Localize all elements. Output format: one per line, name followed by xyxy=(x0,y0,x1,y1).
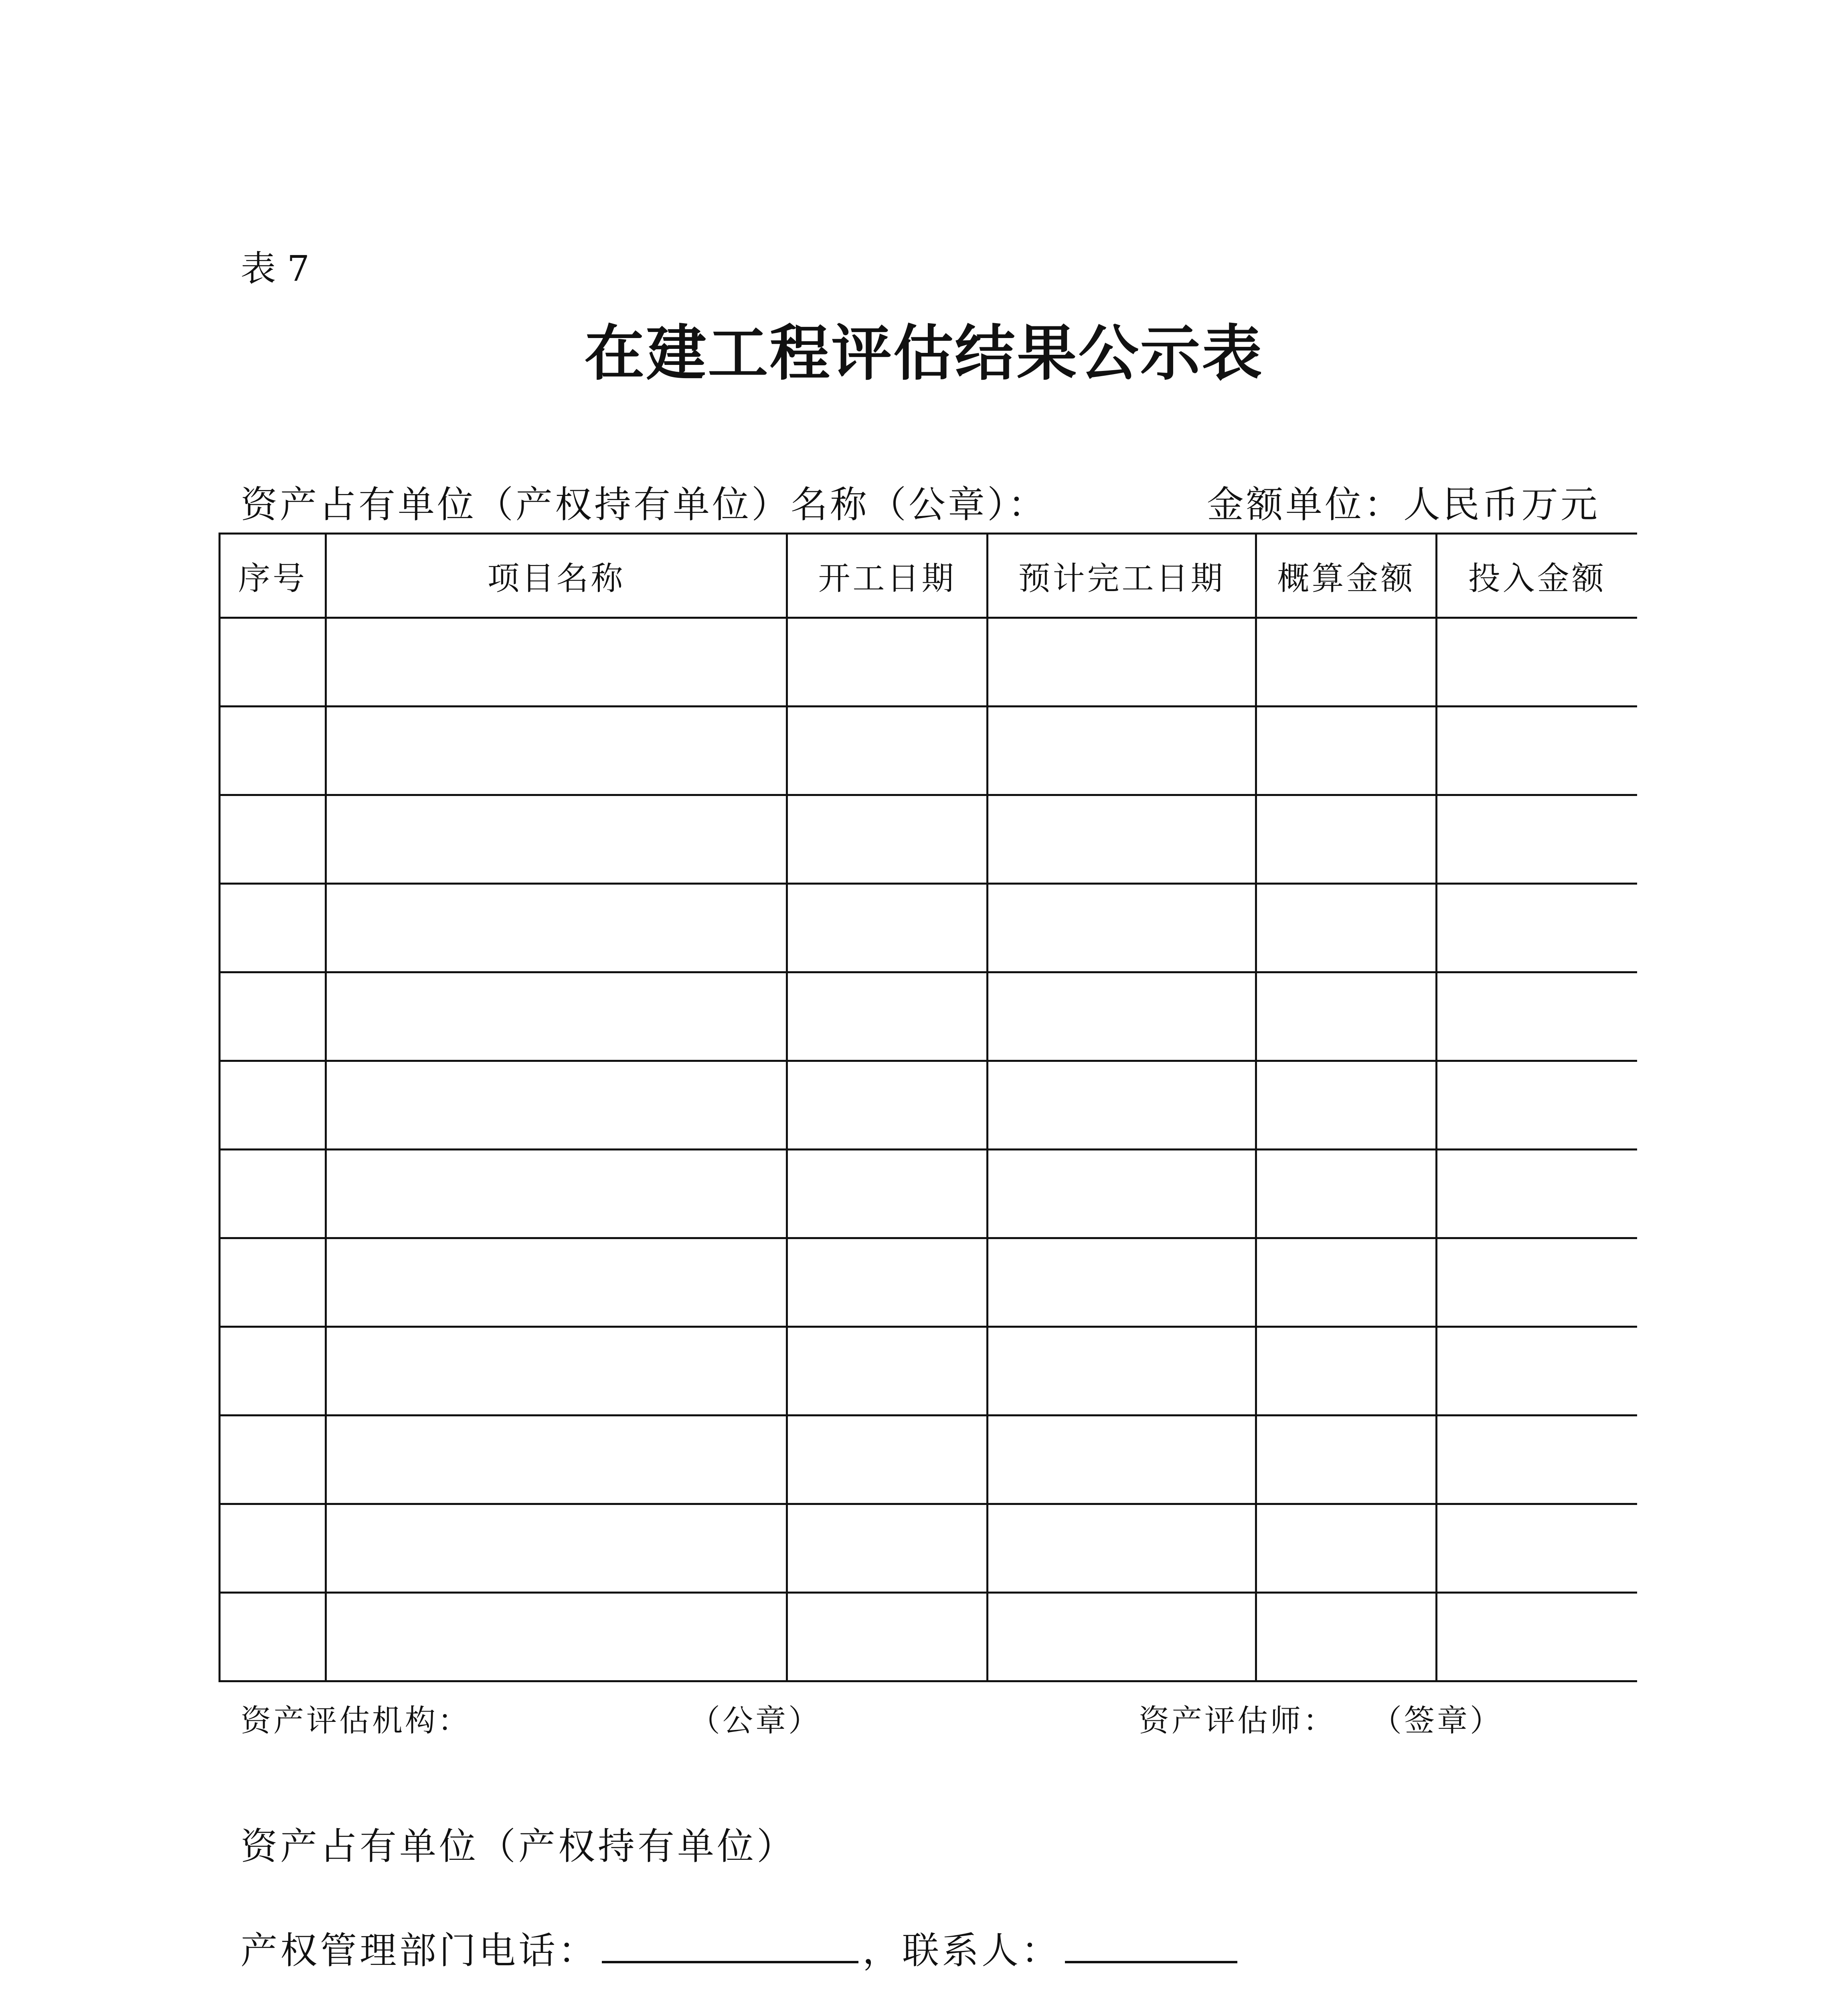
table-cell[interactable] xyxy=(220,618,326,707)
table-cell[interactable] xyxy=(1256,884,1437,972)
table-cell[interactable] xyxy=(988,884,1256,972)
table-cell[interactable] xyxy=(787,884,988,972)
table-cell[interactable] xyxy=(787,707,988,795)
table-cell[interactable] xyxy=(988,1238,1256,1327)
agency-label: 资产评估机构： xyxy=(241,1703,471,1738)
table-cell[interactable] xyxy=(1256,1150,1437,1238)
col-header-start-date: 开工日期 xyxy=(787,534,988,618)
table-cell[interactable] xyxy=(787,795,988,884)
table-cell[interactable] xyxy=(326,618,787,707)
col-header-budget-amount: 概算金额 xyxy=(1256,534,1437,618)
table-cell[interactable] xyxy=(326,972,787,1061)
appraiser-label: 资产评估师： xyxy=(1139,1703,1336,1738)
table-cell[interactable] xyxy=(1256,707,1437,795)
table-row xyxy=(220,1238,1637,1327)
property-dept-contact-field[interactable] xyxy=(1065,1925,1237,1963)
table-cell[interactable] xyxy=(1437,972,1637,1061)
table-cell[interactable] xyxy=(1256,972,1437,1061)
table-cell[interactable] xyxy=(220,1504,326,1593)
owner-name-label: 资产占有单位（产权持有单位）名称（公章）： xyxy=(241,483,1048,526)
table-cell[interactable] xyxy=(1256,1061,1437,1150)
table-cell[interactable] xyxy=(220,795,326,884)
page-title: 在建工程评估结果公示表 xyxy=(584,318,1264,389)
property-dept-line xyxy=(241,1925,1543,2005)
results-table xyxy=(219,533,1637,1682)
table-cell[interactable] xyxy=(988,1416,1256,1504)
table-cell[interactable] xyxy=(1256,1416,1437,1504)
table-cell[interactable] xyxy=(326,1593,787,1681)
table-cell[interactable] xyxy=(988,972,1256,1061)
table-row xyxy=(220,884,1637,972)
table-cell[interactable] xyxy=(1437,1061,1637,1150)
table-row xyxy=(220,795,1637,884)
table-cell[interactable] xyxy=(988,1593,1256,1681)
table-cell[interactable] xyxy=(1256,1593,1437,1681)
table-cell[interactable] xyxy=(1437,1238,1637,1327)
col-header-project-name: 项目名称 xyxy=(326,534,787,618)
table-cell[interactable] xyxy=(220,1327,326,1416)
table-row xyxy=(220,1150,1637,1238)
table-cell[interactable] xyxy=(787,1504,988,1593)
table-cell[interactable] xyxy=(1437,1327,1637,1416)
table-cell[interactable] xyxy=(220,1416,326,1504)
table-cell[interactable] xyxy=(787,1238,988,1327)
table-cell[interactable] xyxy=(1256,1238,1437,1327)
table-cell[interactable] xyxy=(1437,1593,1637,1681)
table-cell[interactable] xyxy=(326,707,787,795)
property-dept-phone-label: 产权管理部门电话： xyxy=(241,1929,598,1972)
table-cell[interactable] xyxy=(787,1593,988,1681)
appraiser-seal-label: （签章） xyxy=(1371,1703,1503,1738)
table-cell[interactable] xyxy=(988,1504,1256,1593)
table-cell[interactable] xyxy=(1437,618,1637,707)
table-cell[interactable] xyxy=(988,1327,1256,1416)
table-cell[interactable] xyxy=(787,1150,988,1238)
table-cell[interactable] xyxy=(787,618,988,707)
table-row xyxy=(220,1061,1637,1150)
table-cell[interactable] xyxy=(326,884,787,972)
amount-unit-label: 金额单位：人民币万元 xyxy=(1207,483,1600,526)
table-cell[interactable] xyxy=(787,972,988,1061)
table-cell[interactable] xyxy=(1256,618,1437,707)
property-dept-phone-field[interactable] xyxy=(602,1925,858,1963)
table-cell[interactable] xyxy=(1437,1416,1637,1504)
table-cell[interactable] xyxy=(326,1150,787,1238)
table-cell[interactable] xyxy=(1437,1150,1637,1238)
table-cell[interactable] xyxy=(326,1327,787,1416)
owner-unit-label: 资产占有单位（产权持有单位） xyxy=(241,1825,797,1868)
table-row xyxy=(220,1504,1637,1593)
agency-seal-label: （公章） xyxy=(690,1703,821,1738)
table-cell[interactable] xyxy=(787,1061,988,1150)
table-cell[interactable] xyxy=(220,1593,326,1681)
table-row xyxy=(220,1416,1637,1504)
table-row xyxy=(220,707,1637,795)
table-cell[interactable] xyxy=(220,972,326,1061)
table-cell[interactable] xyxy=(326,1061,787,1150)
contact-block xyxy=(241,1825,1543,2005)
table-cell[interactable] xyxy=(988,618,1256,707)
table-cell[interactable] xyxy=(988,1061,1256,1150)
table-cell[interactable] xyxy=(326,1238,787,1327)
table-row xyxy=(220,972,1637,1061)
table-cell[interactable] xyxy=(787,1327,988,1416)
table-cell[interactable] xyxy=(988,1150,1256,1238)
table-cell[interactable] xyxy=(1437,707,1637,795)
table-cell[interactable] xyxy=(326,1504,787,1593)
table-row xyxy=(220,618,1637,707)
table-number-label: 表 7 xyxy=(241,248,310,289)
col-header-invested-amount: 投入金额 xyxy=(1437,534,1637,618)
table-cell[interactable] xyxy=(1437,795,1637,884)
table-cell[interactable] xyxy=(220,1238,326,1327)
table-cell[interactable] xyxy=(220,884,326,972)
table-cell[interactable] xyxy=(787,1416,988,1504)
table-cell[interactable] xyxy=(1437,884,1637,972)
table-cell[interactable] xyxy=(326,1416,787,1504)
table-cell[interactable] xyxy=(1256,1504,1437,1593)
table-header-row xyxy=(220,534,1637,618)
col-header-expected-completion-date: 预计完工日期 xyxy=(988,534,1256,618)
table-cell[interactable] xyxy=(326,795,787,884)
table-cell[interactable] xyxy=(1256,795,1437,884)
table-cell[interactable] xyxy=(988,795,1256,884)
table-row xyxy=(220,1327,1637,1416)
table-cell[interactable] xyxy=(1256,1327,1437,1416)
table-cell[interactable] xyxy=(220,707,326,795)
table-body xyxy=(220,618,1637,1681)
table-cell[interactable] xyxy=(988,707,1256,795)
col-header-index: 序号 xyxy=(220,534,326,618)
owner-unit-line xyxy=(241,1825,1543,1925)
table-cell[interactable] xyxy=(220,1150,326,1238)
property-dept-contact-label: ，联系人： xyxy=(862,1929,1061,1972)
table-cell[interactable] xyxy=(220,1061,326,1150)
table-row xyxy=(220,1593,1637,1681)
table-cell[interactable] xyxy=(1437,1504,1637,1593)
